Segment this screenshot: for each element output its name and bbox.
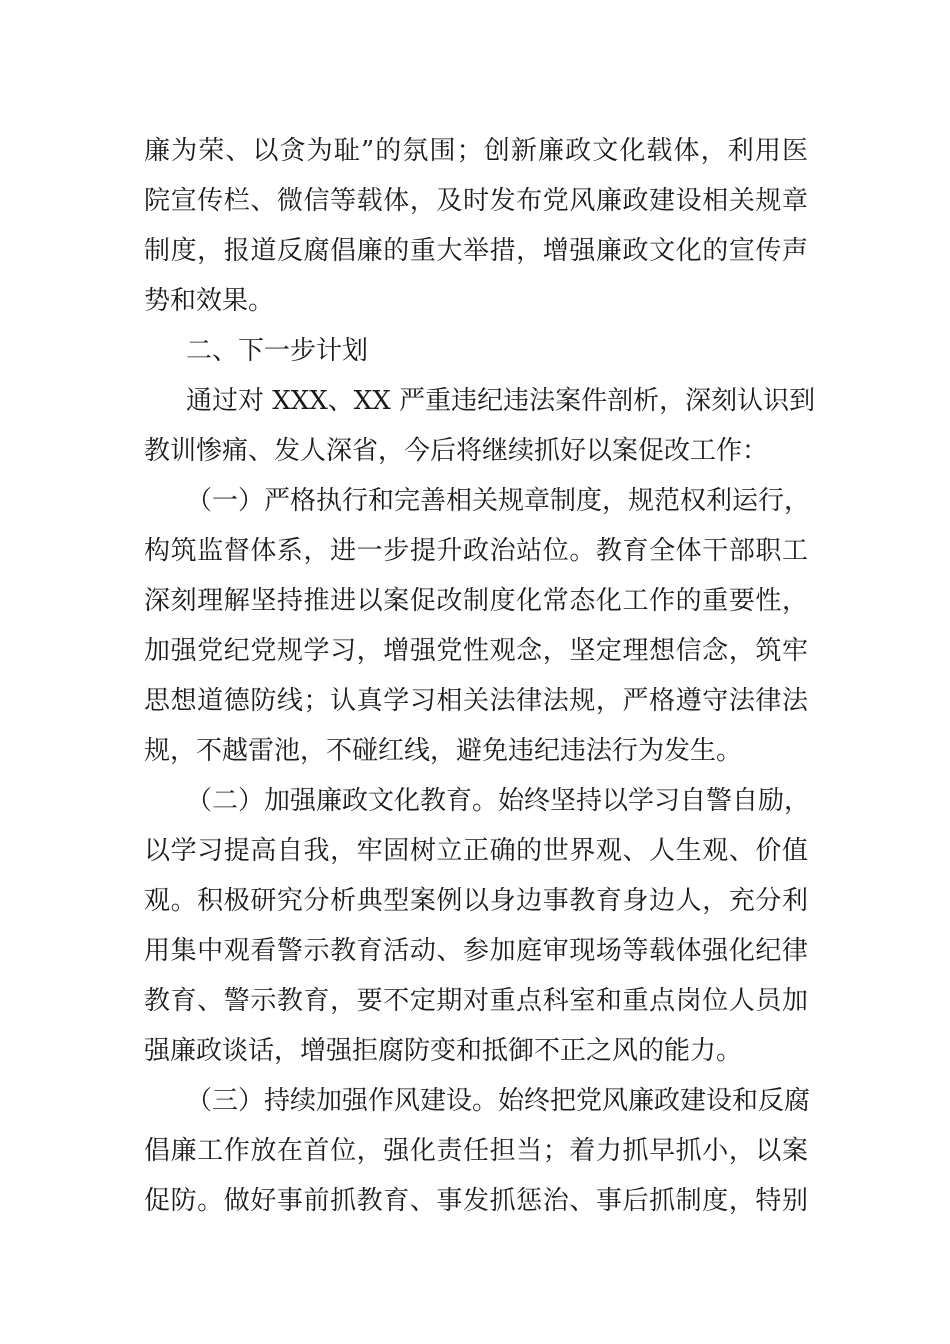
section-heading: 二、下一步计划 [186,336,369,366]
paragraph-3-line-3: 深刻理解坚持推进以案促改制度化常态化工作的重要性， [144,586,808,616]
paragraph-3-line-6: 规，不越雷池，不碰红线，避免违纪违法行为发生。 [144,736,743,766]
paragraph-2-line-2: 教训惨痛、发人深省，今后将继续抓好以案促改工作： [144,436,769,466]
paragraph-4-line-2: 以学习提高自我，牢固树立正确的世界观、人生观、价值 [144,836,808,866]
paragraph-3-line-1: （一）严格执行和完善相关规章制度，规范权利运行， [186,486,811,516]
paragraph-3-line-5: 思想道德防线；认真学习相关法律法规，严格遵守法律法 [144,686,808,716]
paragraph-3-line-4: 加强党纪党规学习，增强党性观念，坚定理想信念，筑牢 [144,636,808,666]
paragraph-2-line-1: 通过对 XXX、XX 严重违纪违法案件剖析，深刻认识到 [186,386,816,416]
paragraph-4-line-5: 教育、警示教育，要不定期对重点科室和重点岗位人员加 [144,986,808,1016]
paragraph-4-line-3: 观。积极研究分析典型案例以身边事教育身边人，充分利 [144,886,808,916]
paragraph-4-line-6: 强廉政谈话，增强拒腐防变和抵御不正之风的能力。 [144,1036,743,1066]
paragraph-4-line-1: （二）加强廉政文化教育。始终坚持以学习自警自励， [186,786,811,816]
paragraph-1-line-3: 制度，报道反腐倡廉的重大举措，增强廉政文化的宣传声 [144,236,808,266]
paragraph-1-line-4: 势和效果。 [144,286,275,316]
paragraph-3-line-2: 构筑监督体系，进一步提升政治站位。教育全体干部职工 [144,536,808,566]
paragraph-5-line-2: 倡廉工作放在首位，强化责任担当；着力抓早抓小，以案 [144,1136,808,1166]
paragraph-1-line-2: 院宣传栏、微信等载体，及时发布党风廉政建设相关规章 [144,186,808,216]
paragraph-5-line-3: 促防。做好事前抓教育、事发抓惩治、事后抓制度，特别 [144,1186,808,1216]
paragraph-1-line-1: 廉为荣、以贪为耻”的氛围；创新廉政文化载体，利用医 [144,136,808,166]
paragraph-5-line-1: （三）持续加强作风建设。始终把党风廉政建设和反腐 [186,1086,811,1116]
paragraph-4-line-4: 用集中观看警示教育活动、参加庭审现场等载体强化纪律 [144,936,808,966]
